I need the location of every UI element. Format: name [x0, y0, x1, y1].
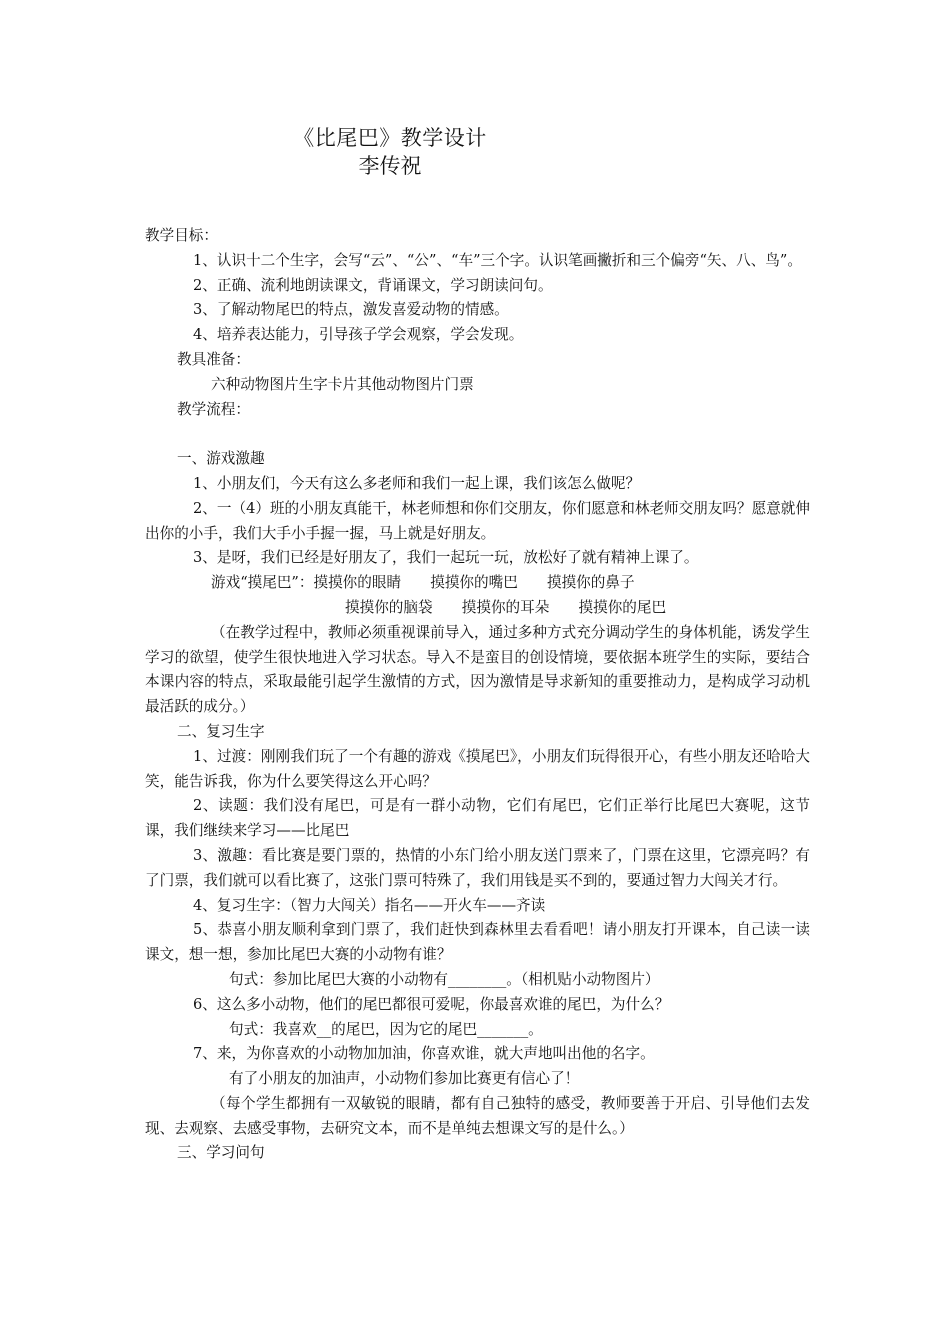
game-line: 游戏“摸尾巴”：摸摸你的眼睛 摸摸你的嘴巴 摸摸你的鼻子: [211, 574, 635, 592]
goal-item: 1、认识十二个生字，会写“云”、“公”、“车”三个字。认识笔画撇折和三个偏旁“矢、八、鸟”。: [193, 251, 802, 269]
step-item: 3、激趣：看比赛是要门票的，热情的小东门给小朋友送门票来了，门票在这里，它漂亮吗？有了门票，我们就可以看比赛了，这张门票可特殊了，我们用钱是买不到的，要通过智力大闯关才行。: [145, 846, 810, 889]
document-title: 《比尾巴》教学设计: [293, 126, 487, 150]
tools-heading: 教具准备：: [177, 350, 250, 368]
goal-item: 2、正确、流利地朗读课文，背诵课文，学习朗读问句。: [193, 276, 553, 294]
step-item: 4、复习生字：（智力大闯关）指名——开火车——齐读: [193, 896, 546, 914]
teaching-note: （每个学生都拥有一双敏锐的眼睛，都有自己独特的感受，教师要善于开启、引导他们去发现、去观察、去感受事物，去研究文本，而不是单纯去想课文写的是什么。）: [145, 1094, 810, 1137]
game-line: 摸摸你的脑袋 摸摸你的耳朵 摸摸你的尾巴: [345, 598, 667, 616]
section-heading: 二、复习生字: [177, 722, 265, 740]
document-body: [145, 224, 810, 1166]
blank-line: [145, 422, 810, 447]
title-block: [200, 124, 580, 180]
step-item: 3、是呀，我们已经是好朋友了，我们一起玩一玩，放松好了就有精神上课了。: [193, 549, 699, 567]
author-name: 李传祝: [358, 154, 422, 178]
section-heading: 三、学习问句: [177, 1144, 265, 1162]
step-item: 5、恭喜小朋友顺利拿到门票了，我们赶快到森林里去看看吧！请小朋友打开课本，自己读一读课文，想一想，参加比尾巴大赛的小动物有谁？: [145, 921, 810, 964]
step-item: 1、过渡：刚刚我们玩了一个有趣的游戏《摸尾巴》，小朋友们玩得很开心，有些小朋友还哈哈大笑，能告诉我，你为什么要笑得这么开心吗？: [145, 747, 810, 790]
step-item: 2、一（4）班的小朋友真能干，林老师想和你们交朋友，你们愿意和林老师交朋友吗？愿意就伸出你的小手，我们大手小手握一握，马上就是好朋友。: [145, 499, 810, 542]
step-item: 2、读题：我们没有尾巴，可是有一群小动物，它们有尾巴，它们正举行比尾巴大赛呢，这节课，我们继续来学习——比尾巴: [145, 797, 810, 840]
goals-heading: 教学目标：: [145, 227, 218, 244]
step-item: 6、这么多小动物，他们的尾巴都很可爱呢，你最喜欢谁的尾巴，为什么？: [193, 995, 670, 1013]
sentence-pattern: 句式：参加比尾巴大赛的小动物有________。（相机贴小动物图片）: [229, 970, 660, 988]
step-followup: 有了小朋友的加油声，小动物们参加比赛更有信心了！: [229, 1070, 580, 1088]
step-item: 7、来，为你喜欢的小动物加加油，你喜欢谁，就大声地叫出他的名字。: [193, 1045, 655, 1063]
goal-item: 4、培养表达能力，引导孩子学会观察，学会发现。: [193, 326, 524, 344]
flow-heading: 教学流程：: [177, 400, 250, 418]
teaching-note: （在教学过程中，教师必须重视课前导入，通过多种方式充分调动学生的身体机能，诱发学生学习的欲望，使学生很快地进入学习状态。导入不是蛮目的创设情境，要依据本班学生的实际，要结合本课内容的特点，采取最能引起学生激情的方式，因为激情是导求新知的重要推动力，是构成学习动机最活跃的成分。）: [145, 623, 810, 716]
section-heading: 一、游戏激趣: [177, 450, 265, 468]
step-item: 1、小朋友们，今天有这么多老师和我们一起上课，我们该怎么做呢？: [193, 474, 641, 492]
sentence-pattern: 句式：我喜欢__的尾巴，因为它的尾巴_______。: [229, 1020, 543, 1038]
goal-item: 3、了解动物尾巴的特点，激发喜爱动物的情感。: [193, 301, 509, 319]
tools-list: 六种动物图片生字卡片其他动物图片门票: [211, 375, 474, 393]
